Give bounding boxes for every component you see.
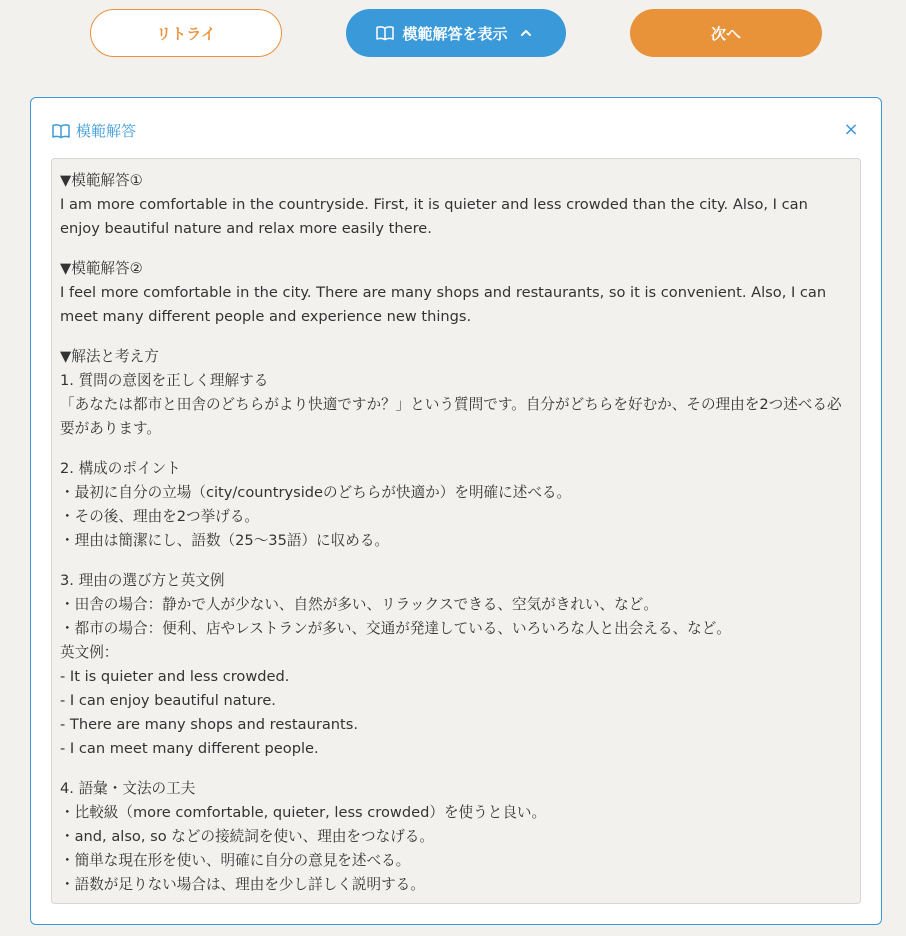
approach-section [60,345,852,441]
reasons-section [60,569,852,761]
model-answer-panel [30,97,882,925]
toolbar [0,9,906,57]
model-answer-2 [60,257,852,329]
show-model-answer-button[interactable] [346,9,566,57]
list-item: ・最初に自分の立場（city/countrysideのどちらが快適か）を明確に述べる。 [60,484,572,501]
book-open-icon [376,25,394,41]
model-answer-1 [60,169,852,241]
section-heading: ▼模範解答① [60,172,143,189]
list-item: ・その後、理由を2つ挙げる。 [60,508,260,525]
list-item: 英文例： [60,644,119,661]
model-answer-text: I feel more comfortable in the city. There are many shops and restaurants, so it is convenient. Also, I can meet many different people and experience new things. [60,284,827,325]
retry-button-label: リトライ [156,24,216,43]
list-item: - I can enjoy beautiful nature. [60,692,276,709]
list-item: ・比較級（more comfortable, quieter, less crowded）を使うと良い。 [60,804,547,821]
list-item: ・田舎の場合：静かで人が少ない、自然が多い、リラックスできる、空気がきれい、など。 [60,596,658,613]
list-item: ・語数が足りない場合は、理由を少し詳しく説明する。 [60,876,425,893]
panel-header [52,120,136,141]
chevron-up-icon [516,27,536,39]
list-item: ・and, also, so などの接続詞を使い、理由をつなげる。 [60,828,434,845]
point-heading: 4. 語彙・文法の工夫 [60,780,196,797]
list-item: ・都市の場合：便利、店やレストランが多い、交通が発達している、いろいろな人と出会える、など。 [60,620,731,637]
close-icon[interactable]: × [843,119,859,140]
model-answer-text: I am more comfortable in the countryside. First, it is quieter and less crowded than the city. Also, I can enjoy beautiful nature and relax more easily there. [60,196,808,237]
section-heading: ▼解法と考え方 [60,348,159,365]
point-text: 「あなたは都市と田舎のどちらがより快適ですか？」という質問です。自分がどちらを好むか、その理由を2つ述べる必要があります。 [60,396,842,437]
panel-title: 模範解答 [76,122,137,140]
next-button[interactable] [630,9,822,57]
book-open-icon [52,123,70,139]
list-item: ・理由は簡潔にし、語数（25〜35語）に収める。 [60,532,390,549]
retry-button[interactable] [90,9,282,57]
next-button-label: 次へ [710,24,741,43]
list-item: - I can meet many different people. [60,740,319,757]
list-item: - There are many shops and restaurants. [60,716,358,733]
grammar-section [60,777,852,897]
show-model-answer-label: 模範解答を表示 [402,24,508,43]
section-heading: ▼模範解答② [60,260,143,277]
model-answer-content [51,158,861,904]
point-heading: 2. 構成のポイント [60,460,181,477]
point-heading: 1. 質問の意図を正しく理解する [60,372,269,389]
point-heading: 3. 理由の選び方と英文例 [60,572,225,589]
list-item: - It is quieter and less crowded. [60,668,290,685]
structure-section [60,457,852,553]
list-item: ・簡単な現在形を使い、明確に自分の意見を述べる。 [60,852,411,869]
